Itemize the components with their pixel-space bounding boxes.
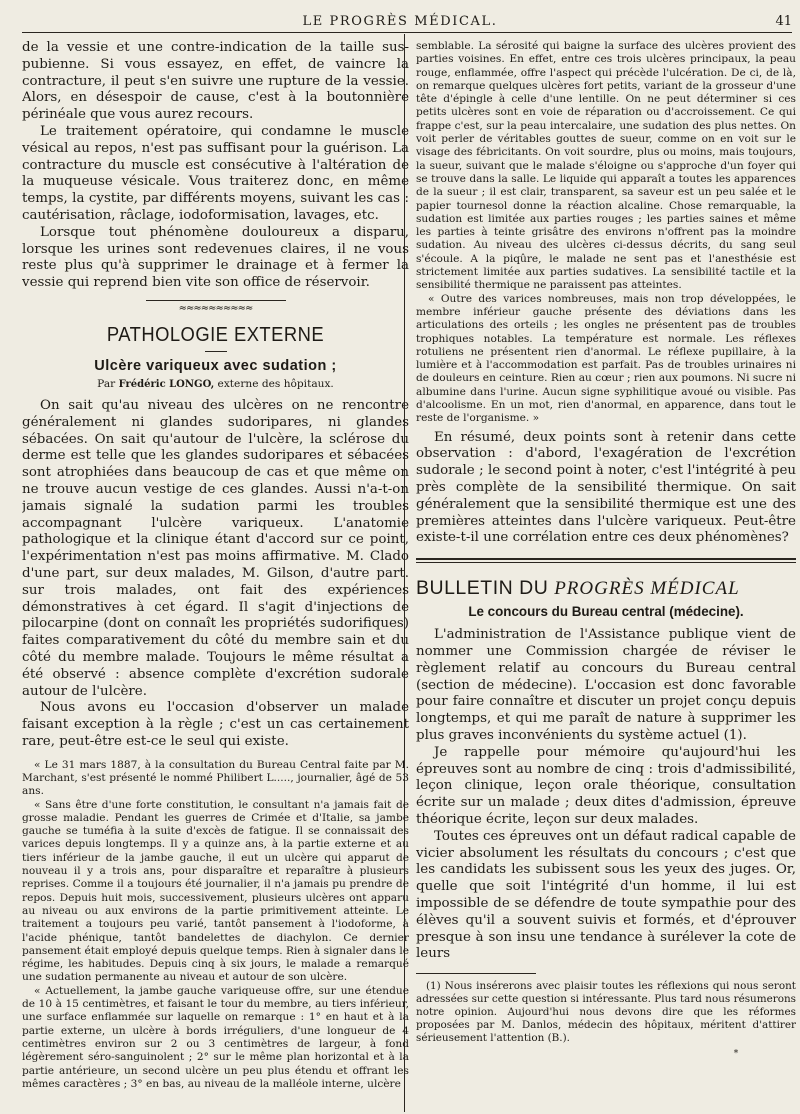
case-paragraph-2: « Sans être d'une forte constitution, le consultant n'a jamais fait de grosse maladie. Pendant les guerres de Crimée et d'Italie, sa jambe gauche se tuméfia à la suite d'excès de fatigue. Il se connaissait des varices depuis longtemps. Il y a quinze ans, à la partie externe et au tiers inférieur de la jambe gauche, il eut un ulcère qui apparut de nouveau il y a trois ans, pour disparaître et reparaître à plusieurs reprises. Comme il a toujours été journalier, il n'a jamais pu prendre de repos. Depuis huit mois, successivement, plusieurs ulcères ont apparu au niveau ou aux environs de la partie primitivement atteinte. Le traitement a toujours peu varié, tantôt pansement à l'iodoforme, à l'acide phénique, tantôt bandelettes de diachylon. Ce dernier pansement était employé depuis quelque temps. Rien à signaler dans le régime, les habitudes. Depuis cinq à six jours, le malade a remarqué une sudation permanente au niveau et autour de son ulcère. — [22, 798, 409, 984]
section-divider — [146, 300, 286, 301]
section-title: PATHOLOGIE EXTERNE — [106, 323, 325, 346]
left-column — [22, 40, 409, 1110]
end-mark: * — [733, 1049, 739, 1060]
paragraph-nous: Nous avons eu l'occasion d'observer un malade faisant exception à la règle ; c'est un cas certainement rare, peut-être est-ce le seul qui existe. — [22, 700, 409, 749]
footnote-rule — [416, 973, 536, 974]
paragraph-toutes: Toutes ces épreuves ont un défaut radical capable de vicier absolument les résultats du concours ; c'est que les candidats les subissent sous les yeux des juges. Or, quelle que soit l'intégrité d'un homme, il lui est impossible de se défendre de toute sympathie pour des élèves qu'il a souvent suivis et formés, et d'éprouver presque à son insu une tendance à surélever la cote de leurs — [416, 828, 796, 962]
paragraph-traitement: Le traitement opératoire, qui condamne le muscle vésical au repos, n'est pas suffisant pour la guérison. La contracture du muscle est consécutive à l'altération de la muqueuse vésicale. Vous traiterez donc, en même temps, la cystite, par différents moyens, suivant les cas : cautérisation, râclage, iodoformisation, lavages, etc. — [22, 123, 409, 223]
title-dash — [205, 351, 227, 352]
byline-prefix: Par — [97, 377, 116, 390]
bulletin-divider — [416, 558, 796, 563]
journal-title: LE PROGRÈS MÉDICAL. — [302, 14, 498, 29]
paragraph-administration: L'administration de l'Assistance publique vient de nommer une Commission chargée de réviser le règlement relatif au concours du Bureau central (section de médecine). L'occasion est donc favorable pour faire connaître et discuter un projet conçu depuis longtemps, et qui me paraît de nature à supprimer les plus graves inconvénients du système actuel (1). — [416, 627, 796, 743]
page-number: 41 — [775, 14, 792, 29]
bulletin-title — [416, 577, 796, 600]
article-title: Ulcère variqueux avec sudation ; — [94, 357, 337, 374]
header-rule — [22, 32, 792, 33]
running-header — [0, 0, 800, 34]
byline-author: Frédéric LONGO, — [118, 378, 215, 390]
ornament-divider: ≈≈≈≈≈≈≈≈≈≈ — [178, 302, 253, 314]
paragraph-rappelle: Je rappelle pour mémoire qu'aujourd'hui les épreuves sont au nombre de cinq : trois d'admissibilité, leçon clinique, leçon orale théorique, consultation écrite sur un malade ; deux dites d'admission, épreuve théorique écrite, leçon sur deux malades. — [416, 744, 796, 827]
byline — [22, 378, 409, 390]
byline-suffix: externe des hôpitaux. — [217, 377, 334, 390]
paragraph-lorsque: Lorsque tout phénomène douloureux a disparu, lorsque les urines sont redevenues claires, il ne vous reste plus qu'à supprimer le drainage et à fermer la vessie qui reprend bien vite son office de réservoir. — [22, 224, 409, 291]
case-paragraph-outre: « Outre des varices nombreuses, mais non trop développées, le membre inférieur gauche présente des déviations dans les articulations des orteils ; les ongles ne présentent pas de troubles trophiques notables. La température est normale. Les réflexes rotuliens ne présentent rien d'anormal. Le réflexe pupillaire, à la lumière et à l'accommodation est parfait. Pas de troubles urinaires ni de douleurs en ceinture. Rien au cœur ; rien aux poumons. Ni sucre ni albumine dans l'urine. Aucun signe syphilitique avoué ou visible. Pas d'alcoolisme. En un mot, rien d'anormal, en apparence, dans tout le reste de l'organisme. » — [416, 292, 796, 425]
case-paragraph-1: « Le 31 mars 1887, à la consultation du Bureau Central faite par M. Marchant, s'est présenté le nommé Philibert L....., journalier, âgé de 53 ans. — [22, 758, 409, 798]
bulletin-journal-name: PROGRÈS MÉDICAL — [554, 578, 740, 600]
bulletin-subtitle: Le concours du Bureau central (médecine). — [468, 604, 744, 620]
footnote: (1) Nous insérerons avec plaisir toutes les réflexions qui nous seront adressées sur cette question si intéressante. Plus tard nous résumerons notre opinion. Aujourd'hui nous devons dire que les réformes proposées par M. Danlos, médecin des hôpitaux, méritent d'attirer sérieusement l'attention (B.). — [416, 980, 796, 1045]
paragraph-intro: On sait qu'au niveau des ulcères on ne rencontre généralement ni glandes sudoripares, ni glandes sébacées. On sait qu'autour de l'ulcère, la sclérose du derme est telle que les glandes sudoripares et sébacées sont atrophiées dans beaucoup de cas et que même on ne trouve aucun vestige de ces glandes. Aussi n'a-t-on jamais signalé la sudation parmi les troubles accompagnant l'ulcère variqueux. L'anatomie pathologique et la clinique étant d'accord sur ce point, l'expérimentation n'est pas moins affirmative. M. Clado d'une part, sur deux malades, M. Gilson, d'autre part. sur trois malades, ont fait des expériences démonstratives à cet égard. Il s'agit d'injections de pilocarpine (dont on connaît les propriétés sudorifiques) faites comparativement du côté du membre sain et du côté du membre malade. Toujours le même résultat a été observé : absence complète d'excrétion sudorale autour de l'ulcère. — [22, 397, 409, 699]
bulletin-prefix: BULLETIN DU — [416, 577, 549, 600]
paragraph-continued: de la vessie et une contre-indication de la taille sus-pubienne. Si vous essayez, en effet, de vaincre la contracture, il peut s'en suivre une rupture de la vessie. Alors, en désespoir de cause, c'est à la boutonnière périnéale que vous aurez recours. — [22, 40, 409, 123]
case-paragraph-3: « Actuellement, la jambe gauche variqueuse offre, sur une étendue de 10 à 15 centimètres, et faisant le tour du membre, au tiers inférieur, une surface enflammée sur laquelle on remarque : 1° en haut et à la partie externe, un ulcère à bords irréguliers, d'une longueur de 4 centimètres environ sur 2 ou 3 centimètres de largeur, à fond légèrement séro-sanguinolent ; 2° sur le même plan horizontal et à la partie antérieure, un second ulcère un peu plus étendu et offrant les mêmes caractères ; 3° en bas, au niveau de la malléole interne, ulcère — [22, 984, 409, 1090]
paragraph-resume: En résumé, deux points sont à retenir dans cette observation : d'abord, l'exagération de l'excrétion sudorale ; le second point à noter, c'est l'intégrité à peu près complète de la sensibilité thermique. On sait généralement que la sensibilité thermique est une des premières atteintes dans l'ulcère variqueux. Peut-être existe-t-il une corrélation entre ces deux phénomènes? — [416, 429, 796, 546]
right-column — [416, 40, 796, 1110]
case-paragraph-continued: semblable. La sérosité qui baigne la surface des ulcères provient des parties voisines. En effet, entre ces trois ulcères principaux, la peau rouge, enflammée, offre l'aspect qui précède l'ulcération. De ci, de là, on remarque quelques ulcères fort petits, variant de la grosseur d'une tête d'épingle à celle d'une lentille. On ne peut déterminer si ces petits ulcères sont en voie de réparation ou d'accroissement. Ce qui frappe c'est, sur la peau intercalaire, une sudation des plus nettes. On voit perler de véritables gouttes de sueur, comme on en voit sur le visage des fébricitants. On voit sourdre, plus ou moins, mais toujours, la sueur, suivant que le malade s'éloigne ou s'approche d'un foyer qui se trouve dans la salle. Le liquide qui apparaît a toutes les apparences de la sueur ; il est clair, transparent, sa saveur est un peu salée et le papier tournesol donne la réaction alcaline. Chose remarquable, la sudation est limitée aux parties rouges ; les parties saines et même les parties à teinte grisâtre des environs n'offrent pas la moindre sudation. Au niveau des ulcères ci-dessus décrits, du sang seul s'écoule. A la piqûre, le malade ne sent pas et l'anesthésie est strictement limitée aux parties sudatives. La sensibilité tactile et la sensibilité thermique ne paraissent pas atteintes. — [416, 40, 796, 292]
